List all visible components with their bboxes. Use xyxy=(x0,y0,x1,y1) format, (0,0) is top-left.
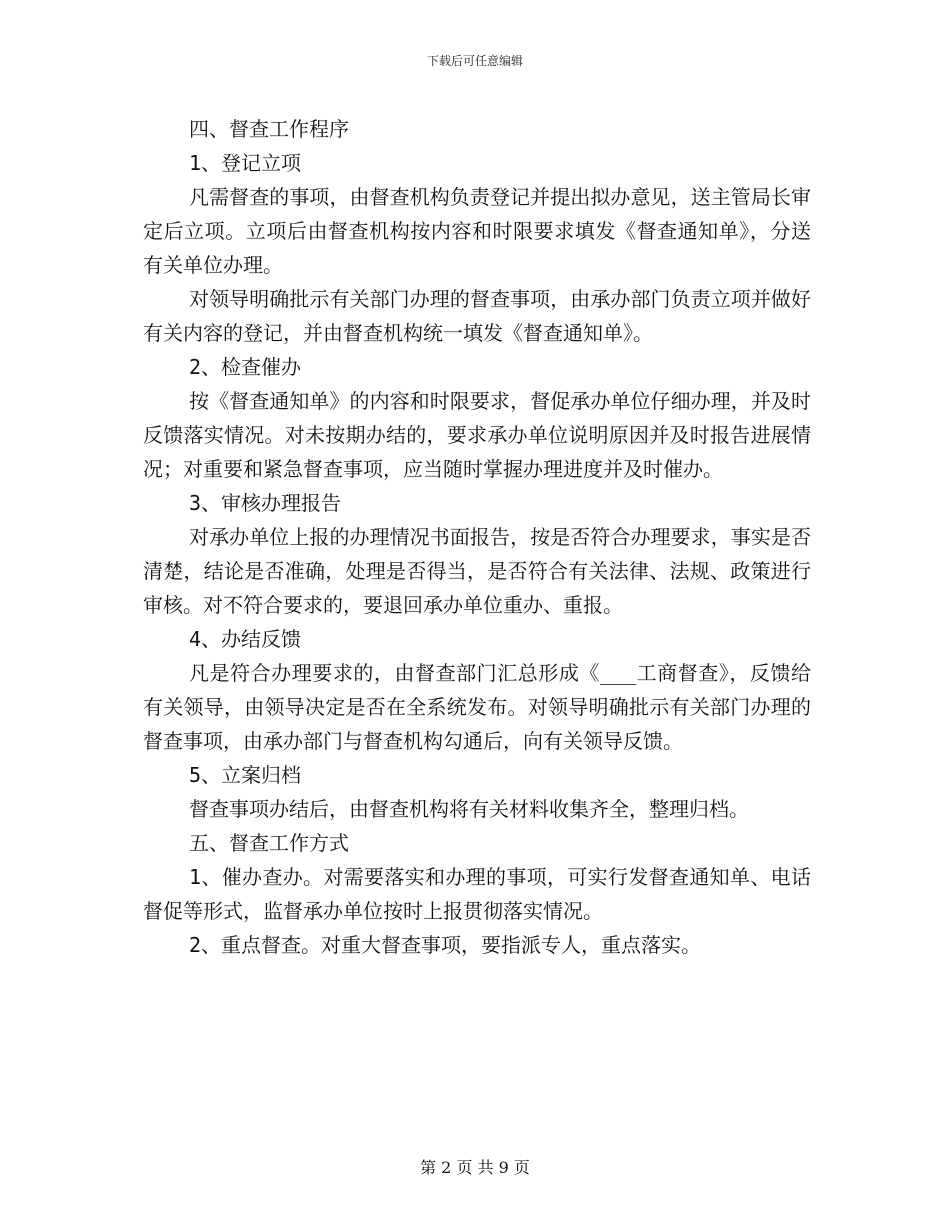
body-paragraph: 对承办单位上报的办理情况书面报告，按是否符合办理要求，事实是否清楚，结论是否准确，处理是否得当，是否符合有关法律、法规、政策进行审核。对不符合要求的，要退回承办单位重办、重报。 xyxy=(143,525,811,617)
subsection-heading: 5、立案归档 xyxy=(189,763,302,787)
body-paragraph: 督查事项办结后，由督查机构将有关材料收集齐全，整理归档。 xyxy=(189,797,749,821)
subsection-heading: 2、检查催办 xyxy=(189,355,302,379)
body-paragraph: 按《督查通知单》的内容和时限要求，督促承办单位仔细办理，并及时反馈落实情况。对未按期办结的，要求承办单位说明原因并及时报告进展情况；对重要和紧急督查事项，应当随时掌握办理进度并及时催办。 xyxy=(143,389,811,481)
subsection-heading: 3、审核办理报告 xyxy=(189,491,342,515)
document-body xyxy=(143,112,811,962)
subsection-heading: 1、登记立项 xyxy=(189,151,302,175)
page-header: 下载后可任意编辑 xyxy=(426,54,523,68)
page-number: 第 2 页 共 9 页 xyxy=(420,1158,530,1177)
section-heading: 四、督查工作程序 xyxy=(189,117,349,141)
body-paragraph: 凡是符合办理要求的，由督查部门汇总形成《___工商督查》，反馈给有关领导，由领导决定是否在全系统发布。对领导明确批示有关部门办理的督查事项，由承办部门与督查机构勾通后，向有关领导反馈。 xyxy=(143,661,811,753)
body-paragraph: 凡需督查的事项，由督查机构负责登记并提出拟办意见，送主管局长审定后立项。立项后由督查机构按内容和时限要求填发《督查通知单》，分送有关单位办理。 xyxy=(143,185,811,277)
body-paragraph: 2、重点督查。对重大督查事项，要指派专人，重点落实。 xyxy=(189,933,702,957)
subsection-heading: 4、办结反馈 xyxy=(189,627,302,651)
body-paragraph: 对领导明确批示有关部门办理的督查事项，由承办部门负责立项并做好有关内容的登记，并由督查机构统一填发《督查通知单》。 xyxy=(143,287,811,345)
section-heading: 五、督查工作方式 xyxy=(189,831,349,855)
body-paragraph: 1、催办查办。对需要落实和办理的事项，可实行发督查通知单、电话督促等形式，监督承办单位按时上报贯彻落实情况。 xyxy=(143,865,811,923)
